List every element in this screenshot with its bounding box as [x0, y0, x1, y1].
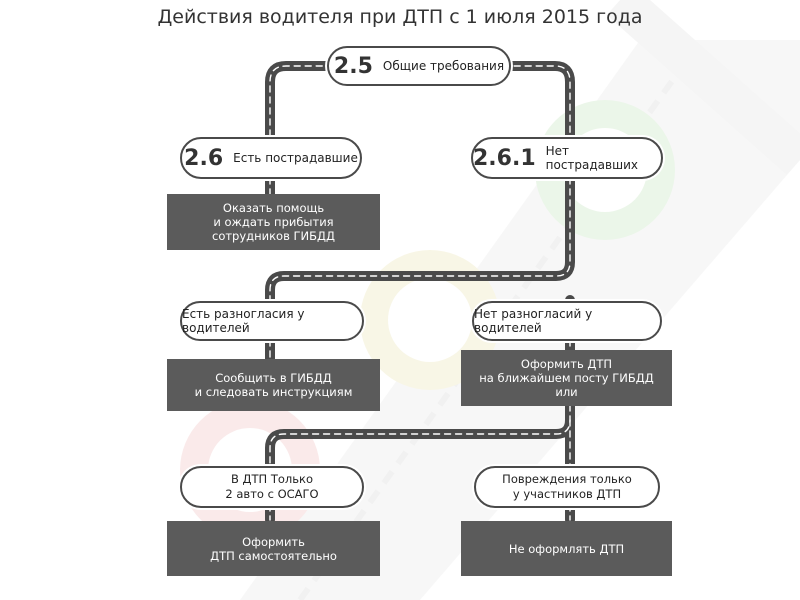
box-line: или — [555, 385, 578, 399]
node-label: Нет разногласий у водителей — [474, 307, 593, 335]
box-line: сотрудников ГИБДД — [212, 229, 335, 243]
box-line: и следовать инструкциям — [194, 385, 353, 399]
node-label: Есть разногласия у водителей — [182, 307, 305, 335]
action-self-register — [167, 521, 380, 576]
node-injured — [180, 137, 362, 179]
node-number: 2.6.1 — [473, 145, 536, 171]
node-label: Нет пострадавших — [545, 144, 638, 172]
page-title: Действия водителя при ДТП с 1 июля 2015 года — [157, 6, 643, 28]
node-general-requirements — [327, 46, 511, 86]
box-line: и ождать прибытия — [213, 215, 334, 229]
box-line: Оформить — [242, 534, 305, 549]
action-register-at-post — [461, 350, 672, 406]
node-line: Повреждения только — [502, 472, 632, 486]
node-damage-participants-only — [474, 466, 660, 508]
box-line: ДТП самостоятельно — [210, 548, 337, 563]
box-line: Оказать помощь — [222, 201, 325, 215]
node-number: 2.6 — [184, 145, 224, 171]
node-two-cars-osago — [180, 466, 364, 508]
box-line: на ближайшем посту ГИБДД — [479, 371, 654, 385]
node-label: Есть пострадавшие — [233, 151, 358, 165]
node-number: 2.5 — [333, 53, 373, 79]
node-no-injured — [471, 137, 663, 179]
box-line: Оформить ДТП — [520, 357, 613, 371]
node-label: Общие требования — [382, 59, 505, 73]
action-do-not-register — [461, 521, 672, 576]
box-line: Не оформлять ДТП — [508, 541, 625, 556]
action-report-police — [167, 359, 380, 411]
box-line: Сообщить в ГИБДД — [215, 371, 332, 385]
node-line: 2 авто с ОСАГО — [225, 487, 319, 501]
node-line: у участников ДТП — [512, 487, 622, 501]
node-drivers-agree — [472, 301, 662, 341]
action-help-wait-police — [167, 194, 380, 250]
node-line: В ДТП Только — [230, 472, 314, 486]
node-drivers-disagree — [180, 301, 364, 341]
